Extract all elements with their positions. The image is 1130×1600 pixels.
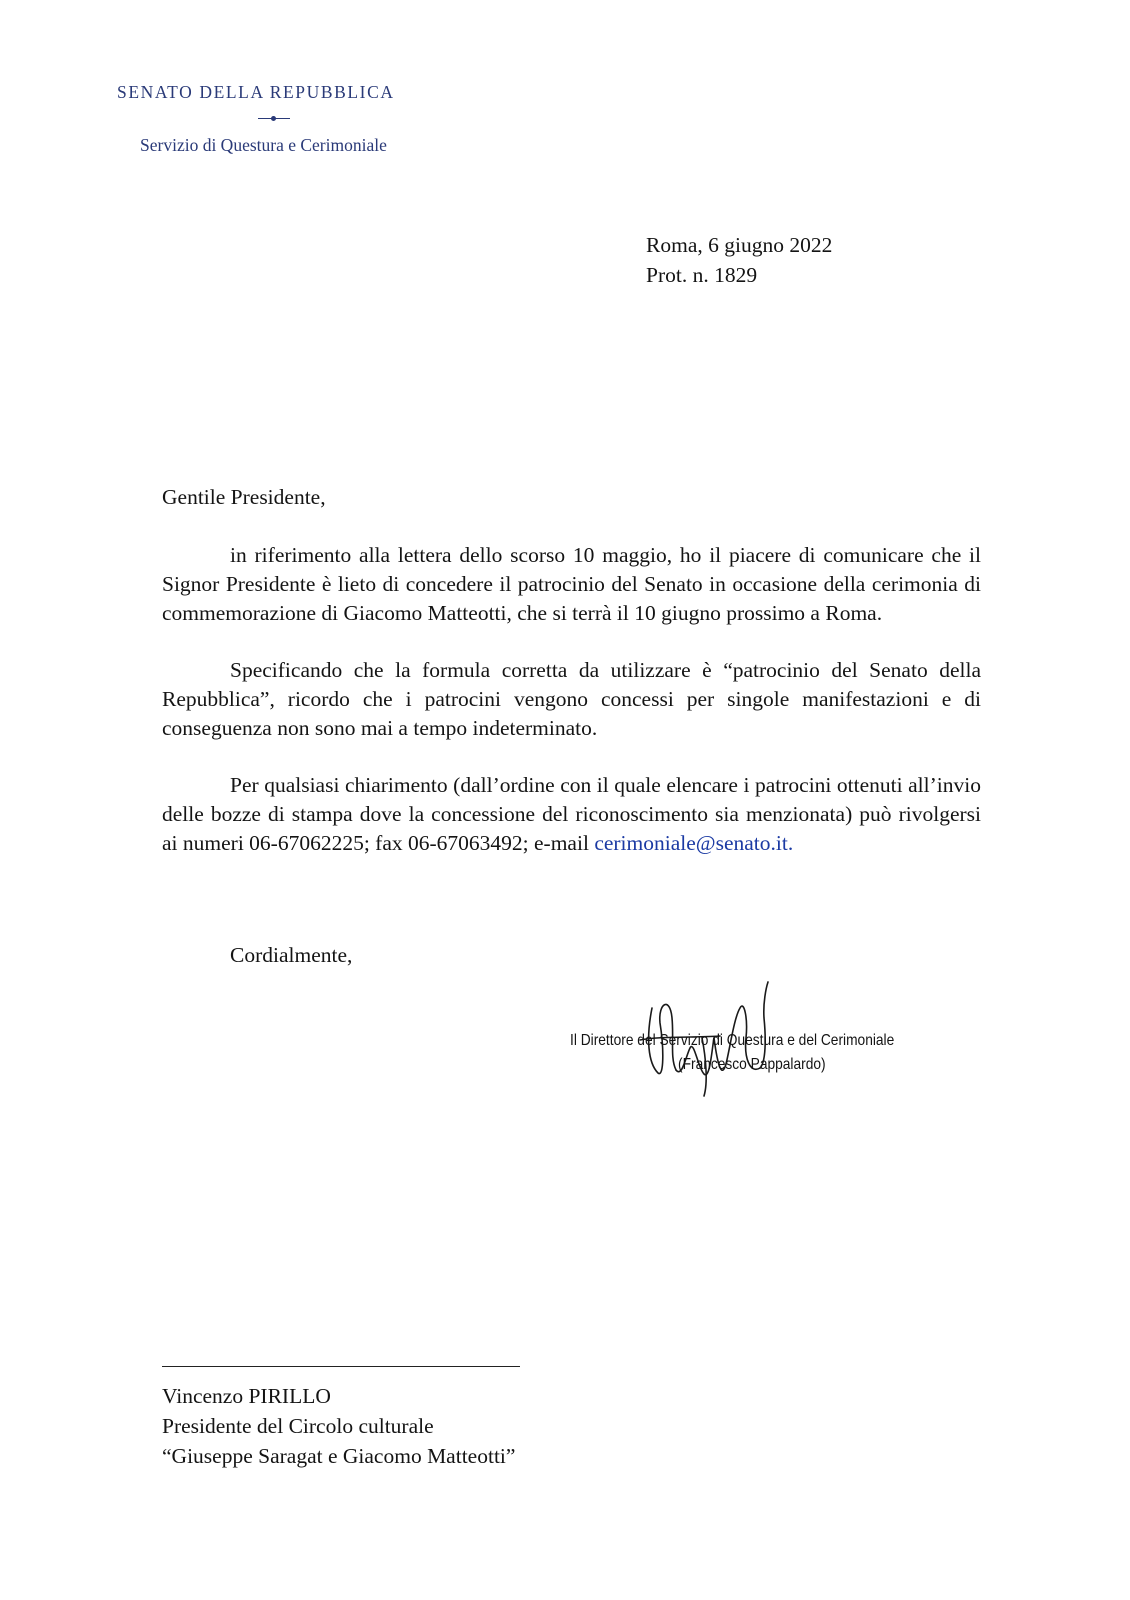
salutation: Gentile Presidente,: [162, 485, 326, 509]
letterhead-service: Servizio di Questura e Cerimoniale: [140, 135, 387, 155]
place-date: Roma, 6 giugno 2022: [646, 233, 833, 257]
signature-block: [570, 1032, 950, 1074]
body-paragraph-3: [162, 771, 981, 858]
body-paragraph-1: in riferimento alla lettera dello scorso 10 maggio, ho il piacere di comunicare che il Signor Presidente è lieto di concedere il patrocinio del Senato in occasione della cerimonia di commemorazione di Giacomo Matteotti, che si terrà il 10 giugno prossimo a Roma.: [162, 543, 981, 625]
signatory-name: (Francesco Pappalardo): [678, 1056, 826, 1073]
address-divider: [162, 1366, 520, 1367]
letterhead-divider-dot: [271, 116, 276, 121]
recipient-name: Vincenzo PIRILLO: [162, 1384, 331, 1408]
letter-meta: [646, 230, 832, 290]
body-paragraph-2: Specificando che la formula corretta da utilizzare è “patrocinio del Senato della Repubblica”, ricordo che i patrocini vengono concessi per singole manifestazioni e di conseguenza non sono mai a tempo indeterminato.: [162, 658, 981, 740]
letter-body: [162, 541, 981, 886]
closing: Cordialmente,: [230, 943, 353, 967]
letterhead-organization: SENATO DELLA REPUBBLICA: [117, 82, 395, 102]
protocol-number: Prot. n. 1829: [646, 263, 758, 287]
body-paragraph-3-text: Per qualsiasi chiarimento (dall’ordine con il quale elencare i patrocini ottenuti all’invio delle bozze di stampa dove la concessione del riconoscimento sia menzionata) può rivolgersi ai numeri 06-67062225; fax 06-67063492; e-mail: [162, 773, 981, 855]
recipient-title: Presidente del Circolo culturale: [162, 1414, 434, 1438]
email-link[interactable]: cerimoniale@senato.it.: [594, 831, 794, 855]
recipient-organization: “Giuseppe Saragat e Giacomo Matteotti”: [162, 1444, 516, 1468]
recipient-address: [162, 1381, 515, 1471]
signatory-role: Il Direttore del Servizio di Questura e del Cerimoniale: [570, 1032, 895, 1049]
